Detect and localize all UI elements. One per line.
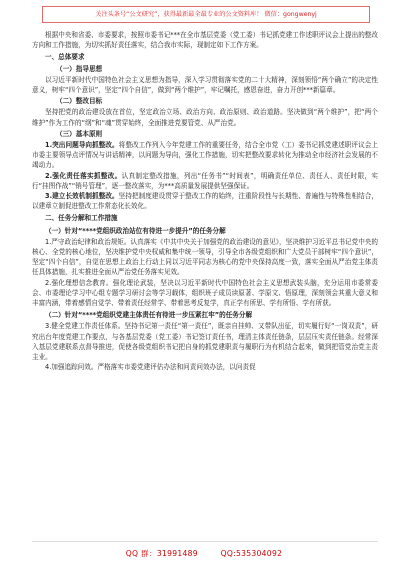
principle-3-lead: 3.建立长效机制抓整改。 [45, 192, 119, 201]
footer-qq: QQ:535304092 [220, 549, 283, 558]
section-1-3-title: （三）基本原则 [56, 129, 103, 138]
principle-3-body: 坚持把制度建设贯穿于整改工作的始终，注重阶段性与长期性、普遍性与特殊性相结合，以建章立制促进整改工作常态化长效化。 [32, 192, 379, 211]
section-1-2-title: （二）整改目标 [56, 97, 103, 106]
principle-2-lead: 2.强化责任落实抓整改。 [45, 171, 122, 180]
principle-2-body: 认真制定整改措施，列出“任务书”“时间表”，明确责任单位、责任人、责任时限，实行“挂图作战”“销号管理”，逐一整改落实，为***高质量发展提供坚强保证。 [32, 171, 378, 190]
header-banner: 关注头条号“公文研究”，获得最新最全最专业的公文资料库！ 微信：gongwenyj [42, 6, 370, 23]
section-2-2-item-4: 4.加强追踪问效。严格落实市委党建评估办法和问责问效办法，以问责促 [45, 363, 256, 372]
footer-qq-group: QQ 群：31991489 [125, 549, 198, 558]
section-2-title: 二、任务分解和工作措施 [45, 214, 118, 223]
section-1-title: 一、总体要求 [45, 53, 85, 62]
principle-1-lead: 1.突出问题导向抓整改。 [45, 141, 119, 150]
intro-paragraph: 根据中央和省委、市委要求，按照市委书记***在全市基层党委（党工委）书记抓党建工作述职评议会上提出的整改方向和工作措施，为切实抓好责任落实，结合我市实际，现制定如下工作方案。 [32, 31, 378, 50]
principle-2 [32, 171, 378, 191]
section-1-1-body: 以习近平新时代中国特色社会主义思想为指导，深入学习贯彻落实党的二十大精神，深刻领悟“两个确立”的决定性意义，树牢“四个意识”，坚定“四个自信”，做到“两个维护”，牢记嘱托，感恩奋进，奋力开创***新篇章。 [32, 75, 378, 95]
section-2-1-title: （一）针对“****党组织政治站位有待进一步提升”的任务分解 [45, 226, 226, 235]
section-1-2-body: 坚持把党的政治建设放在首位，坚定政治立场、政治方向、政治原则、政治道路。坚决做到“两个维护”，把“两个维护”作为工作的“纲”和“魂”贯穿始终，全面推进党要管党、从严治党。 [32, 108, 378, 127]
section-1-1-title: （一）指导思想 [56, 64, 103, 73]
principle-3 [32, 191, 378, 211]
footer [0, 548, 408, 559]
section-2-2-title: （二）针对“****党组织党建主体责任有待进一步压紧扛牢”的任务分解 [45, 311, 253, 320]
section-2-1-item-2: 2.强化理想信念教育。强化理论武装，坚决以习近平新时代中国特色社会主义思想武装头脑，充分运用市委常委会、市委理论学习中心组专题学习研讨会等学习载体，组织班子成员读原著、学原文、悟原理，深刻领会其重大意义和丰富内涵，带着感情自觉学、带着责任经常学、带着思考反复学，真正学有所思、学有所悟、学有所获。 [32, 278, 378, 308]
section-2-2-item-3: 3.健全党建工作责任体系。坚持书记第一责任“第一责任”，既亲自挂帅、又带队出征，切实履行好“一岗双责”，研究出台年度党建工作要点，与各基层党委（党工委）书记签订责任书，理清主体责任链条，层层压实责任链条。经常深入基层党建联系点督导推进，促使各级党组织书记把自身的抓党建职责与履职行为有机结合起来，做到把管党治党主责主业。 [32, 322, 378, 362]
footer-divider [32, 541, 378, 542]
principle-1 [32, 140, 378, 171]
document-body [32, 30, 378, 373]
section-2-1-item-1: 1.严守政治纪律和政治规矩。认真落实《中共中央关于加强党的政治建设的意见》，坚决维护习近平总书记党中央的核心、全党的核心地位，坚决维护党中央权威和集中统一领导，引导全市各级党组织和广大党员干部树牢“四个意识”，坚定“四个自信”，自觉在思想上政治上行动上同以习近平同志为核心的党中央保持高度一致，落实全面从严治党主体责任具体措施，扎实推进全面从严治党任务落实见效。 [32, 237, 378, 277]
principle-1-body: 将整改工作列入今年党建工作的重要任务，结合全市党（工）委书记抓党建述职评议会上市委主要领导点评情况与讲话精神，以问题为导向，强化工作措施，切实把整改要求转化为推动全市经济社会发展的不竭动力。 [32, 141, 379, 170]
